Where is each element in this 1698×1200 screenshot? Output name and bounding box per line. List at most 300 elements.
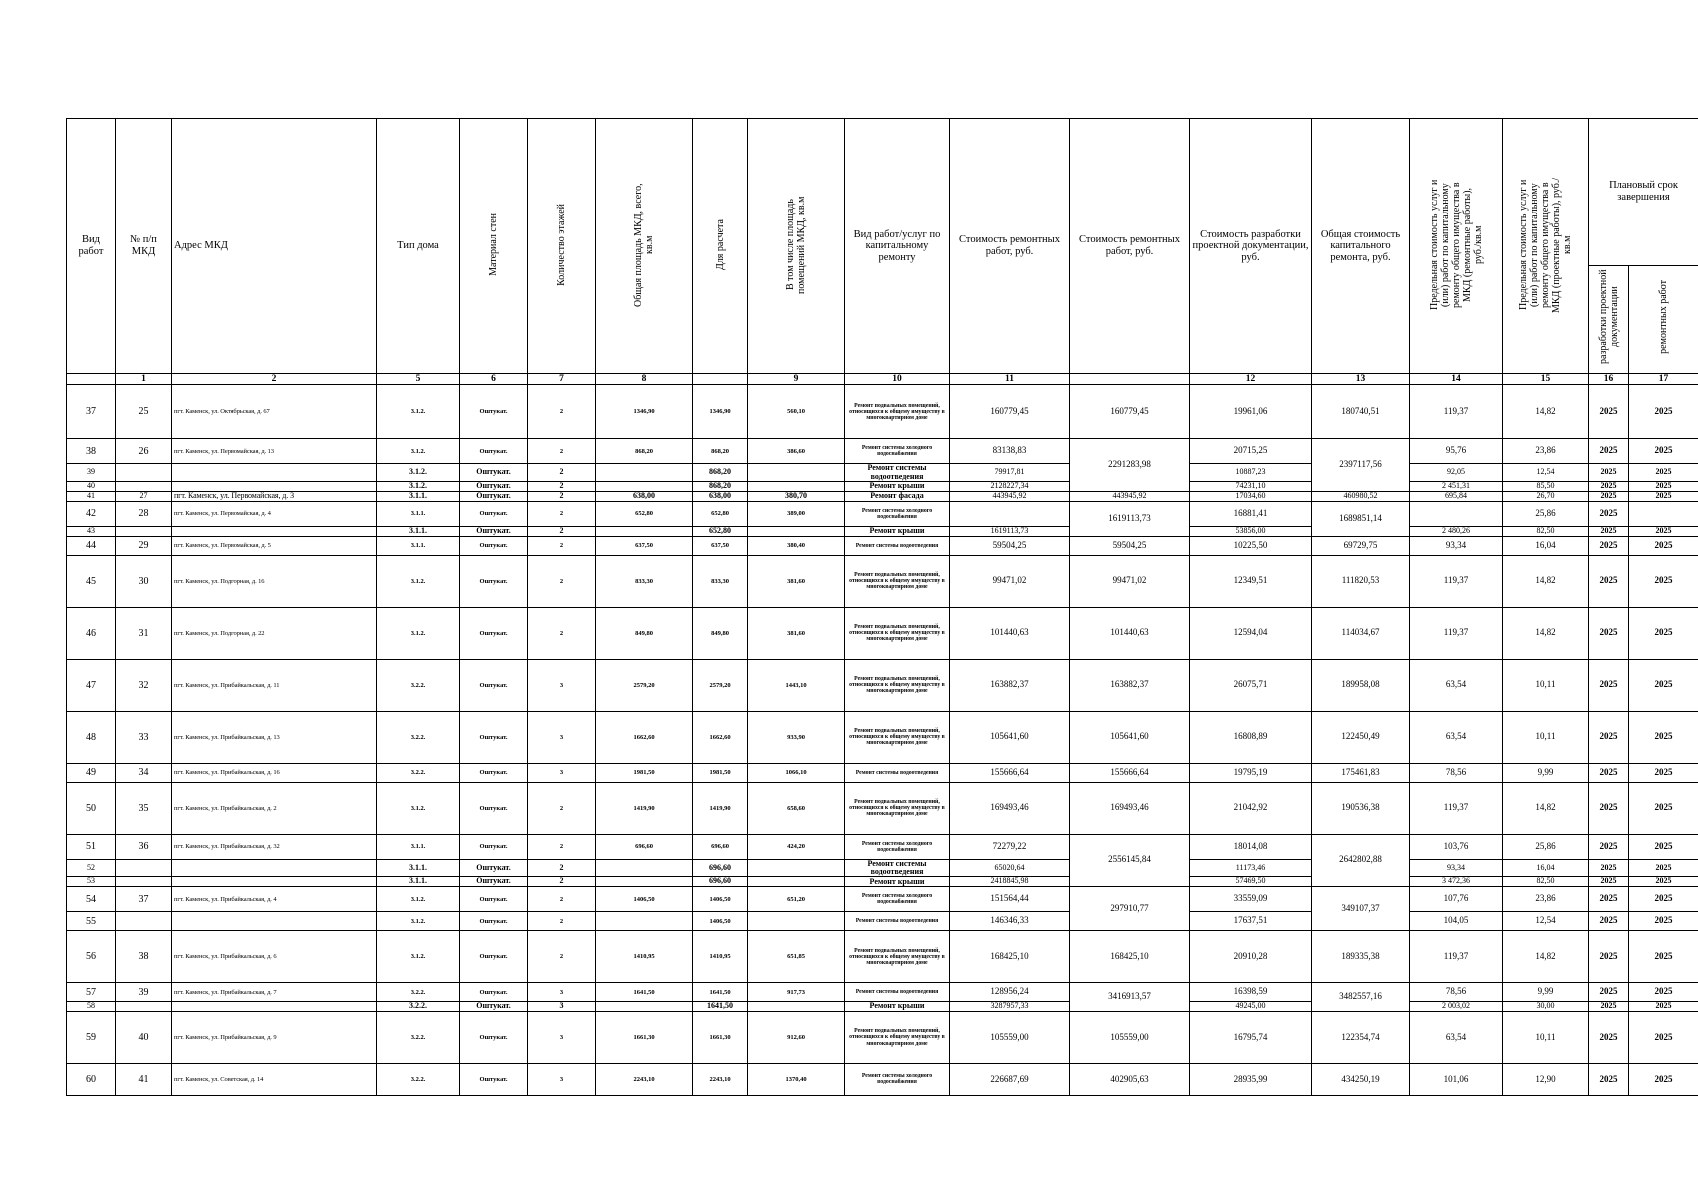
limit-repair-cell: 119,37 bbox=[1410, 555, 1503, 607]
repair-cost-total-cell: 169493,46 bbox=[1070, 782, 1190, 834]
table-row bbox=[67, 659, 1698, 711]
wall-material-cell: Оштукат. bbox=[460, 607, 528, 659]
deadline-design-cell: 2025 bbox=[1589, 492, 1629, 502]
repair-cost-total-cell: 2291283,98 bbox=[1070, 439, 1190, 492]
repair-cost-cell: 128956,24 bbox=[950, 983, 1070, 1002]
mkd-number-cell: 31 bbox=[116, 607, 172, 659]
repair-cost-total-cell: 101440,63 bbox=[1070, 607, 1190, 659]
limit-design-cell: 12,54 bbox=[1503, 912, 1589, 931]
address-cell: пгт. Каменск, ул. Прибайкальская, д. 7 bbox=[172, 983, 377, 1002]
total-cost-cell: 69729,75 bbox=[1312, 536, 1410, 555]
limit-design-cell: 16,04 bbox=[1503, 536, 1589, 555]
row-index-cell: 55 bbox=[67, 912, 116, 931]
table-row bbox=[67, 555, 1698, 607]
deadline-design-cell: 2025 bbox=[1589, 711, 1629, 763]
table-row bbox=[67, 931, 1698, 983]
limit-design-cell: 12,54 bbox=[1503, 464, 1589, 482]
limit-design-cell: 85,50 bbox=[1503, 482, 1589, 492]
calc-area-cell: 868,20 bbox=[693, 482, 748, 492]
floors-cell: 2 bbox=[528, 555, 596, 607]
wall-material-cell: Оштукат. bbox=[460, 464, 528, 482]
calc-area-cell: 652,80 bbox=[693, 526, 748, 536]
house-type-cell: 3.1.2. bbox=[377, 439, 460, 464]
deadline-repair-cell: 2025 bbox=[1629, 607, 1698, 659]
header-limit-cost-repair: Предельная стоимость услуг и (или) работ по капитальному ремонту общего имущества в МКД (ремонтные работы), руб./кв.м bbox=[1410, 119, 1503, 374]
wall-material-cell: Оштукат. bbox=[460, 439, 528, 464]
wall-material-cell: Оштукат. bbox=[460, 782, 528, 834]
work-kind-cell: Ремонт подвальных помещений, относящихся к общему имуществу в многоквартирном доме bbox=[845, 782, 950, 834]
mkd-number-cell: 25 bbox=[116, 385, 172, 439]
calc-area-cell: 1406,50 bbox=[693, 887, 748, 912]
wall-material-cell: Оштукат. bbox=[460, 1002, 528, 1012]
limit-design-cell: 10,11 bbox=[1503, 711, 1589, 763]
deadline-repair-cell: 2025 bbox=[1629, 912, 1698, 931]
table-row bbox=[67, 711, 1698, 763]
house-type-cell: 3.1.2. bbox=[377, 782, 460, 834]
wall-material-cell: Оштукат. bbox=[460, 659, 528, 711]
address-cell: пгт. Каменск, ул. Прибайкальская, д. 9 bbox=[172, 1011, 377, 1063]
repair-cost-cell: 443945,92 bbox=[950, 492, 1070, 502]
calc-area-cell: 1641,50 bbox=[693, 1002, 748, 1012]
column-number: 10 bbox=[845, 374, 950, 385]
work-kind-cell: Ремонт системы водоотведения bbox=[845, 912, 950, 931]
premises-area-cell: 381,60 bbox=[748, 607, 845, 659]
row-index-cell: 56 bbox=[67, 931, 116, 983]
address-cell: пгт. Каменск, ул. Октябрьская, д. 67 bbox=[172, 385, 377, 439]
row-index-cell: 48 bbox=[67, 711, 116, 763]
design-cost-cell: 16795,74 bbox=[1190, 1011, 1312, 1063]
deadline-repair-cell: 2025 bbox=[1629, 464, 1698, 482]
premises-area-cell: 1066,10 bbox=[748, 763, 845, 782]
calc-area-cell: 868,20 bbox=[693, 464, 748, 482]
deadline-repair-cell: 2025 bbox=[1629, 887, 1698, 912]
deadline-repair-cell: 2025 bbox=[1629, 1002, 1698, 1012]
total-area-cell: 638,00 bbox=[596, 492, 693, 502]
floors-cell: 2 bbox=[528, 887, 596, 912]
deadline-repair-cell: 2025 bbox=[1629, 877, 1698, 887]
table-row bbox=[67, 385, 1698, 439]
deadline-design-cell: 2025 bbox=[1589, 834, 1629, 859]
column-number: 11 bbox=[950, 374, 1070, 385]
premises-area-cell: 389,00 bbox=[748, 501, 845, 526]
house-type-cell: 3.1.1. bbox=[377, 877, 460, 887]
repair-cost-total-cell: 155666,64 bbox=[1070, 763, 1190, 782]
house-type-cell: 3.2.2. bbox=[377, 711, 460, 763]
limit-design-cell: 23,86 bbox=[1503, 887, 1589, 912]
limit-repair-cell: 119,37 bbox=[1410, 607, 1503, 659]
work-kind-cell: Ремонт подвальных помещений, относящихся к общему имуществу в многоквартирном доме bbox=[845, 607, 950, 659]
deadline-design-cell: 2025 bbox=[1589, 555, 1629, 607]
design-cost-cell: 16398,59 bbox=[1190, 983, 1312, 1002]
calc-area-cell: 833,30 bbox=[693, 555, 748, 607]
wall-material-cell: Оштукат. bbox=[460, 1063, 528, 1095]
wall-material-cell: Оштукат. bbox=[460, 501, 528, 526]
deadline-repair-cell: 2025 bbox=[1629, 931, 1698, 983]
repair-cost-cell: 65020,64 bbox=[950, 859, 1070, 877]
row-index-cell: 51 bbox=[67, 834, 116, 859]
repair-cost-total-cell: 2556145,84 bbox=[1070, 834, 1190, 887]
deadline-design-cell: 2025 bbox=[1589, 385, 1629, 439]
limit-repair-cell: 95,76 bbox=[1410, 439, 1503, 464]
row-index-cell: 47 bbox=[67, 659, 116, 711]
row-index-cell: 42 bbox=[67, 501, 116, 526]
floors-cell: 3 bbox=[528, 1011, 596, 1063]
total-area-cell: 1661,30 bbox=[596, 1011, 693, 1063]
floors-cell: 3 bbox=[528, 763, 596, 782]
address-cell: пгт. Каменск, ул. Прибайкальская, д. 6 bbox=[172, 931, 377, 983]
total-cost-cell: 434250,19 bbox=[1312, 1063, 1410, 1095]
header-wall-material: Материал стен bbox=[460, 119, 528, 374]
limit-repair-cell: 2 003,02 bbox=[1410, 1002, 1503, 1012]
design-cost-cell: 12594,04 bbox=[1190, 607, 1312, 659]
header-row bbox=[67, 119, 1698, 266]
repair-cost-cell: 2418845,98 bbox=[950, 877, 1070, 887]
repair-cost-cell: 83138,83 bbox=[950, 439, 1070, 464]
row-index-cell: 57 bbox=[67, 983, 116, 1002]
work-kind-cell: Ремонт крыши bbox=[845, 526, 950, 536]
column-number: 17 bbox=[1629, 374, 1698, 385]
header-house-type: Тип дома bbox=[377, 119, 460, 374]
total-cost-cell: 122450,49 bbox=[1312, 711, 1410, 763]
repair-cost-total-cell: 99471,02 bbox=[1070, 555, 1190, 607]
table-row bbox=[67, 1002, 1698, 1012]
premises-area-cell: 386,60 bbox=[748, 439, 845, 464]
limit-repair-cell: 2 451,31 bbox=[1410, 482, 1503, 492]
address-cell: пгт. Каменск, ул. Первомайская, д. 13 bbox=[172, 439, 377, 464]
repair-cost-total-cell: 3416913,57 bbox=[1070, 983, 1190, 1012]
mkd-number-cell: 37 bbox=[116, 887, 172, 912]
limit-repair-cell: 2 480,26 bbox=[1410, 526, 1503, 536]
design-cost-cell: 10225,50 bbox=[1190, 536, 1312, 555]
premises-area-cell bbox=[748, 464, 845, 482]
total-cost-cell: 349107,37 bbox=[1312, 887, 1410, 931]
premises-area-cell: 658,60 bbox=[748, 782, 845, 834]
repair-cost-total-cell: 163882,37 bbox=[1070, 659, 1190, 711]
row-index-cell: 52 bbox=[67, 859, 116, 877]
mkd-number-cell: 39 bbox=[116, 983, 172, 1002]
address-cell: пгт. Каменск, ул. Подгорная, д. 22 bbox=[172, 607, 377, 659]
mkd-number-cell bbox=[116, 464, 172, 482]
deadline-design-cell: 2025 bbox=[1589, 536, 1629, 555]
calc-area-cell: 1662,60 bbox=[693, 711, 748, 763]
repair-cost-cell: 3287957,33 bbox=[950, 1002, 1070, 1012]
table-row bbox=[67, 464, 1698, 482]
table-row bbox=[67, 834, 1698, 859]
mkd-number-cell: 27 bbox=[116, 492, 172, 502]
header-repair-cost-a: Стоимость ремонтных работ, руб. bbox=[950, 119, 1070, 374]
deadline-design-cell: 2025 bbox=[1589, 1063, 1629, 1095]
mkd-number-cell: 30 bbox=[116, 555, 172, 607]
floors-cell: 2 bbox=[528, 877, 596, 887]
total-area-cell bbox=[596, 482, 693, 492]
total-cost-cell: 175461,83 bbox=[1312, 763, 1410, 782]
header-deadline-design: разработки проектной документации bbox=[1589, 266, 1629, 374]
limit-repair-cell: 107,76 bbox=[1410, 887, 1503, 912]
repair-cost-cell: 155666,64 bbox=[950, 763, 1070, 782]
work-kind-cell: Ремонт системы холодного водоснабжения bbox=[845, 1063, 950, 1095]
limit-repair-cell: 119,37 bbox=[1410, 782, 1503, 834]
table-row bbox=[67, 439, 1698, 464]
repair-cost-total-cell: 59504,25 bbox=[1070, 536, 1190, 555]
address-cell: пгт. Каменск, ул. Прибайкальская, д. 16 bbox=[172, 763, 377, 782]
mkd-number-cell: 34 bbox=[116, 763, 172, 782]
floors-cell: 3 bbox=[528, 659, 596, 711]
total-area-cell: 1419,90 bbox=[596, 782, 693, 834]
limit-repair-cell: 93,34 bbox=[1410, 859, 1503, 877]
total-area-cell: 696,60 bbox=[596, 834, 693, 859]
repair-cost-total-cell: 402905,63 bbox=[1070, 1063, 1190, 1095]
limit-design-cell: 25,86 bbox=[1503, 834, 1589, 859]
wall-material-cell: Оштукат. bbox=[460, 385, 528, 439]
floors-cell: 2 bbox=[528, 782, 596, 834]
header-planned-deadline: Плановый срок завершения bbox=[1589, 119, 1698, 266]
row-index-cell: 54 bbox=[67, 887, 116, 912]
work-kind-cell: Ремонт системы холодного водоснабжения bbox=[845, 439, 950, 464]
deadline-design-cell: 2025 bbox=[1589, 931, 1629, 983]
header-deadline-repair: ремонтных работ bbox=[1629, 266, 1698, 374]
calc-area-cell: 652,80 bbox=[693, 501, 748, 526]
limit-repair-cell: 92,05 bbox=[1410, 464, 1503, 482]
table-row bbox=[67, 607, 1698, 659]
deadline-design-cell: 2025 bbox=[1589, 983, 1629, 1002]
table-row bbox=[67, 492, 1698, 502]
repair-cost-total-cell: 105641,60 bbox=[1070, 711, 1190, 763]
repair-cost-cell: 105641,60 bbox=[950, 711, 1070, 763]
repair-cost-cell: 79917,81 bbox=[950, 464, 1070, 482]
column-number: 12 bbox=[1190, 374, 1312, 385]
house-type-cell: 3.1.2. bbox=[377, 607, 460, 659]
limit-design-cell: 82,50 bbox=[1503, 526, 1589, 536]
house-type-cell: 3.1.2. bbox=[377, 464, 460, 482]
row-index-cell: 41 bbox=[67, 492, 116, 502]
limit-repair-cell: 78,56 bbox=[1410, 983, 1503, 1002]
total-cost-cell: 189958,08 bbox=[1312, 659, 1410, 711]
total-area-cell bbox=[596, 859, 693, 877]
work-kind-cell: Ремонт системы водоотведения bbox=[845, 859, 950, 877]
address-cell bbox=[172, 464, 377, 482]
work-kind-cell: Ремонт фасада bbox=[845, 492, 950, 502]
deadline-repair-cell: 2025 bbox=[1629, 439, 1698, 464]
house-type-cell: 3.1.2. bbox=[377, 931, 460, 983]
wall-material-cell: Оштукат. bbox=[460, 834, 528, 859]
row-index-cell: 46 bbox=[67, 607, 116, 659]
mkd-number-cell: 38 bbox=[116, 931, 172, 983]
deadline-design-cell: 2025 bbox=[1589, 1002, 1629, 1012]
repair-cost-total-cell: 297910,77 bbox=[1070, 887, 1190, 931]
design-cost-cell: 57469,50 bbox=[1190, 877, 1312, 887]
floors-cell: 2 bbox=[528, 912, 596, 931]
repair-cost-cell: 59504,25 bbox=[950, 536, 1070, 555]
floors-cell: 2 bbox=[528, 385, 596, 439]
house-type-cell: 3.2.2. bbox=[377, 659, 460, 711]
calc-area-cell: 696,60 bbox=[693, 834, 748, 859]
column-number: 14 bbox=[1410, 374, 1503, 385]
repair-cost-cell: 160779,45 bbox=[950, 385, 1070, 439]
repair-cost-cell bbox=[950, 501, 1070, 526]
address-cell: пгт. Каменск, ул. Первомайская, д. 5 bbox=[172, 536, 377, 555]
calc-area-cell: 1419,90 bbox=[693, 782, 748, 834]
mkd-number-cell: 36 bbox=[116, 834, 172, 859]
column-number bbox=[693, 374, 748, 385]
column-number: 7 bbox=[528, 374, 596, 385]
limit-repair-cell: 103,76 bbox=[1410, 834, 1503, 859]
mkd-number-cell: 28 bbox=[116, 501, 172, 526]
page-top-margin bbox=[0, 0, 1698, 118]
floors-cell: 2 bbox=[528, 439, 596, 464]
deadline-repair-cell: 2025 bbox=[1629, 983, 1698, 1002]
column-number-row bbox=[67, 374, 1698, 385]
total-area-cell: 868,20 bbox=[596, 439, 693, 464]
total-cost-cell: 122354,74 bbox=[1312, 1011, 1410, 1063]
calc-area-cell: 1661,30 bbox=[693, 1011, 748, 1063]
house-type-cell: 3.1.1. bbox=[377, 501, 460, 526]
design-cost-cell: 16808,89 bbox=[1190, 711, 1312, 763]
table-row bbox=[67, 536, 1698, 555]
total-area-cell: 1406,50 bbox=[596, 887, 693, 912]
floors-cell: 2 bbox=[528, 501, 596, 526]
table-row bbox=[67, 1063, 1698, 1095]
address-cell: пгт. Каменск, ул. Прибайкальская, д. 2 bbox=[172, 782, 377, 834]
mkd-number-cell bbox=[116, 1002, 172, 1012]
floors-cell: 2 bbox=[528, 536, 596, 555]
wall-material-cell: Оштукат. bbox=[460, 555, 528, 607]
premises-area-cell bbox=[748, 877, 845, 887]
total-area-cell: 2579,20 bbox=[596, 659, 693, 711]
repair-cost-cell: 105559,00 bbox=[950, 1011, 1070, 1063]
row-index-cell: 39 bbox=[67, 464, 116, 482]
limit-repair-cell bbox=[1410, 501, 1503, 526]
limit-design-cell: 9,99 bbox=[1503, 983, 1589, 1002]
row-index-cell: 53 bbox=[67, 877, 116, 887]
premises-area-cell bbox=[748, 859, 845, 877]
deadline-repair-cell: 2025 bbox=[1629, 834, 1698, 859]
deadline-repair-cell: 2025 bbox=[1629, 763, 1698, 782]
deadline-design-cell: 2025 bbox=[1589, 464, 1629, 482]
wall-material-cell: Оштукат. bbox=[460, 859, 528, 877]
wall-material-cell: Оштукат. bbox=[460, 877, 528, 887]
limit-repair-cell: 695,84 bbox=[1410, 492, 1503, 502]
mkd-number-cell: 41 bbox=[116, 1063, 172, 1095]
calc-area-cell: 849,80 bbox=[693, 607, 748, 659]
limit-repair-cell: 3 472,36 bbox=[1410, 877, 1503, 887]
mkd-number-cell bbox=[116, 877, 172, 887]
repair-cost-total-cell: 443945,92 bbox=[1070, 492, 1190, 502]
deadline-repair-cell: 2025 bbox=[1629, 385, 1698, 439]
wall-material-cell: Оштукат. bbox=[460, 887, 528, 912]
total-area-cell: 637,50 bbox=[596, 536, 693, 555]
total-cost-cell: 190536,38 bbox=[1312, 782, 1410, 834]
address-cell bbox=[172, 912, 377, 931]
header-total-cost: Общая стоимость капитального ремонта, руб. bbox=[1312, 119, 1410, 374]
house-type-cell: 3.1.2. bbox=[377, 385, 460, 439]
design-cost-cell: 26075,71 bbox=[1190, 659, 1312, 711]
total-area-cell bbox=[596, 877, 693, 887]
limit-design-cell: 10,11 bbox=[1503, 659, 1589, 711]
row-index-cell: 58 bbox=[67, 1002, 116, 1012]
mkd-number-cell: 33 bbox=[116, 711, 172, 763]
design-cost-cell: 16881,41 bbox=[1190, 501, 1312, 526]
work-kind-cell: Ремонт подвальных помещений, относящихся к общему имуществу в многоквартирном доме bbox=[845, 931, 950, 983]
total-area-cell: 833,30 bbox=[596, 555, 693, 607]
deadline-design-cell: 2025 bbox=[1589, 1011, 1629, 1063]
wall-material-cell: Оштукат. bbox=[460, 536, 528, 555]
repair-cost-cell: 99471,02 bbox=[950, 555, 1070, 607]
limit-repair-cell: 101,06 bbox=[1410, 1063, 1503, 1095]
row-index-cell: 60 bbox=[67, 1063, 116, 1095]
design-cost-cell: 20910,28 bbox=[1190, 931, 1312, 983]
floors-cell: 3 bbox=[528, 1063, 596, 1095]
premises-area-cell: 651,20 bbox=[748, 887, 845, 912]
work-kind-cell: Ремонт крыши bbox=[845, 1002, 950, 1012]
header-for-calculation: Для расчета bbox=[693, 119, 748, 374]
address-cell bbox=[172, 482, 377, 492]
address-cell: пгт. Каменск, ул. Прибайкальская, д. 4 bbox=[172, 887, 377, 912]
table-row bbox=[67, 912, 1698, 931]
house-type-cell: 3.2.2. bbox=[377, 983, 460, 1002]
premises-area-cell: 651,85 bbox=[748, 931, 845, 983]
house-type-cell: 3.2.2. bbox=[377, 1002, 460, 1012]
header-address: Адрес МКД bbox=[172, 119, 377, 374]
total-cost-cell: 111820,53 bbox=[1312, 555, 1410, 607]
header-limit-cost-design: Предельная стоимость услуг и (или) работ по капитальному ремонту общего имущества в МКД (проектные работы), руб./кв.м bbox=[1503, 119, 1589, 374]
premises-area-cell: 917,73 bbox=[748, 983, 845, 1002]
calc-area-cell: 1641,50 bbox=[693, 983, 748, 1002]
wall-material-cell: Оштукат. bbox=[460, 711, 528, 763]
work-kind-cell: Ремонт системы водоотведения bbox=[845, 763, 950, 782]
total-area-cell bbox=[596, 464, 693, 482]
header-premises-area: В том числе площадь помещений МКД, кв.м bbox=[748, 119, 845, 374]
calc-area-cell: 1346,90 bbox=[693, 385, 748, 439]
design-cost-cell: 28935,99 bbox=[1190, 1063, 1312, 1095]
address-cell: пгт. Каменск, ул. Прибайкальская, д. 13 bbox=[172, 711, 377, 763]
house-type-cell: 3.1.2. bbox=[377, 482, 460, 492]
limit-design-cell: 14,82 bbox=[1503, 607, 1589, 659]
row-index-cell: 43 bbox=[67, 526, 116, 536]
mkd-number-cell bbox=[116, 526, 172, 536]
limit-design-cell: 14,82 bbox=[1503, 385, 1589, 439]
repair-cost-cell: 1619113,73 bbox=[950, 526, 1070, 536]
design-cost-cell: 19961,06 bbox=[1190, 385, 1312, 439]
limit-design-cell: 82,50 bbox=[1503, 877, 1589, 887]
deadline-repair-cell: 2025 bbox=[1629, 526, 1698, 536]
total-cost-cell: 189335,38 bbox=[1312, 931, 1410, 983]
premises-area-cell: 1443,10 bbox=[748, 659, 845, 711]
column-number: 2 bbox=[172, 374, 377, 385]
row-index-cell: 45 bbox=[67, 555, 116, 607]
header-floors: Количество этажей bbox=[528, 119, 596, 374]
repair-cost-total-cell: 1619113,73 bbox=[1070, 501, 1190, 536]
deadline-design-cell: 2025 bbox=[1589, 782, 1629, 834]
deadline-design-cell: 2025 bbox=[1589, 607, 1629, 659]
limit-repair-cell: 78,56 bbox=[1410, 763, 1503, 782]
address-cell: пгт. Каменск, ул. Прибайкальская, д. 11 bbox=[172, 659, 377, 711]
mkd-number-cell bbox=[116, 859, 172, 877]
wall-material-cell: Оштукат. bbox=[460, 492, 528, 502]
calc-area-cell: 638,00 bbox=[693, 492, 748, 502]
design-cost-cell: 20715,25 bbox=[1190, 439, 1312, 464]
limit-design-cell: 12,90 bbox=[1503, 1063, 1589, 1095]
premises-area-cell: 381,60 bbox=[748, 555, 845, 607]
deadline-repair-cell: 2025 bbox=[1629, 711, 1698, 763]
deadline-repair-cell: 2025 bbox=[1629, 1063, 1698, 1095]
row-index-cell: 49 bbox=[67, 763, 116, 782]
work-kind-cell: Ремонт системы водоотведения bbox=[845, 983, 950, 1002]
limit-design-cell: 14,82 bbox=[1503, 782, 1589, 834]
mkd-number-cell: 35 bbox=[116, 782, 172, 834]
mkd-number-cell: 32 bbox=[116, 659, 172, 711]
deadline-repair-cell: 2025 bbox=[1629, 859, 1698, 877]
wall-material-cell: Оштукат. bbox=[460, 1011, 528, 1063]
